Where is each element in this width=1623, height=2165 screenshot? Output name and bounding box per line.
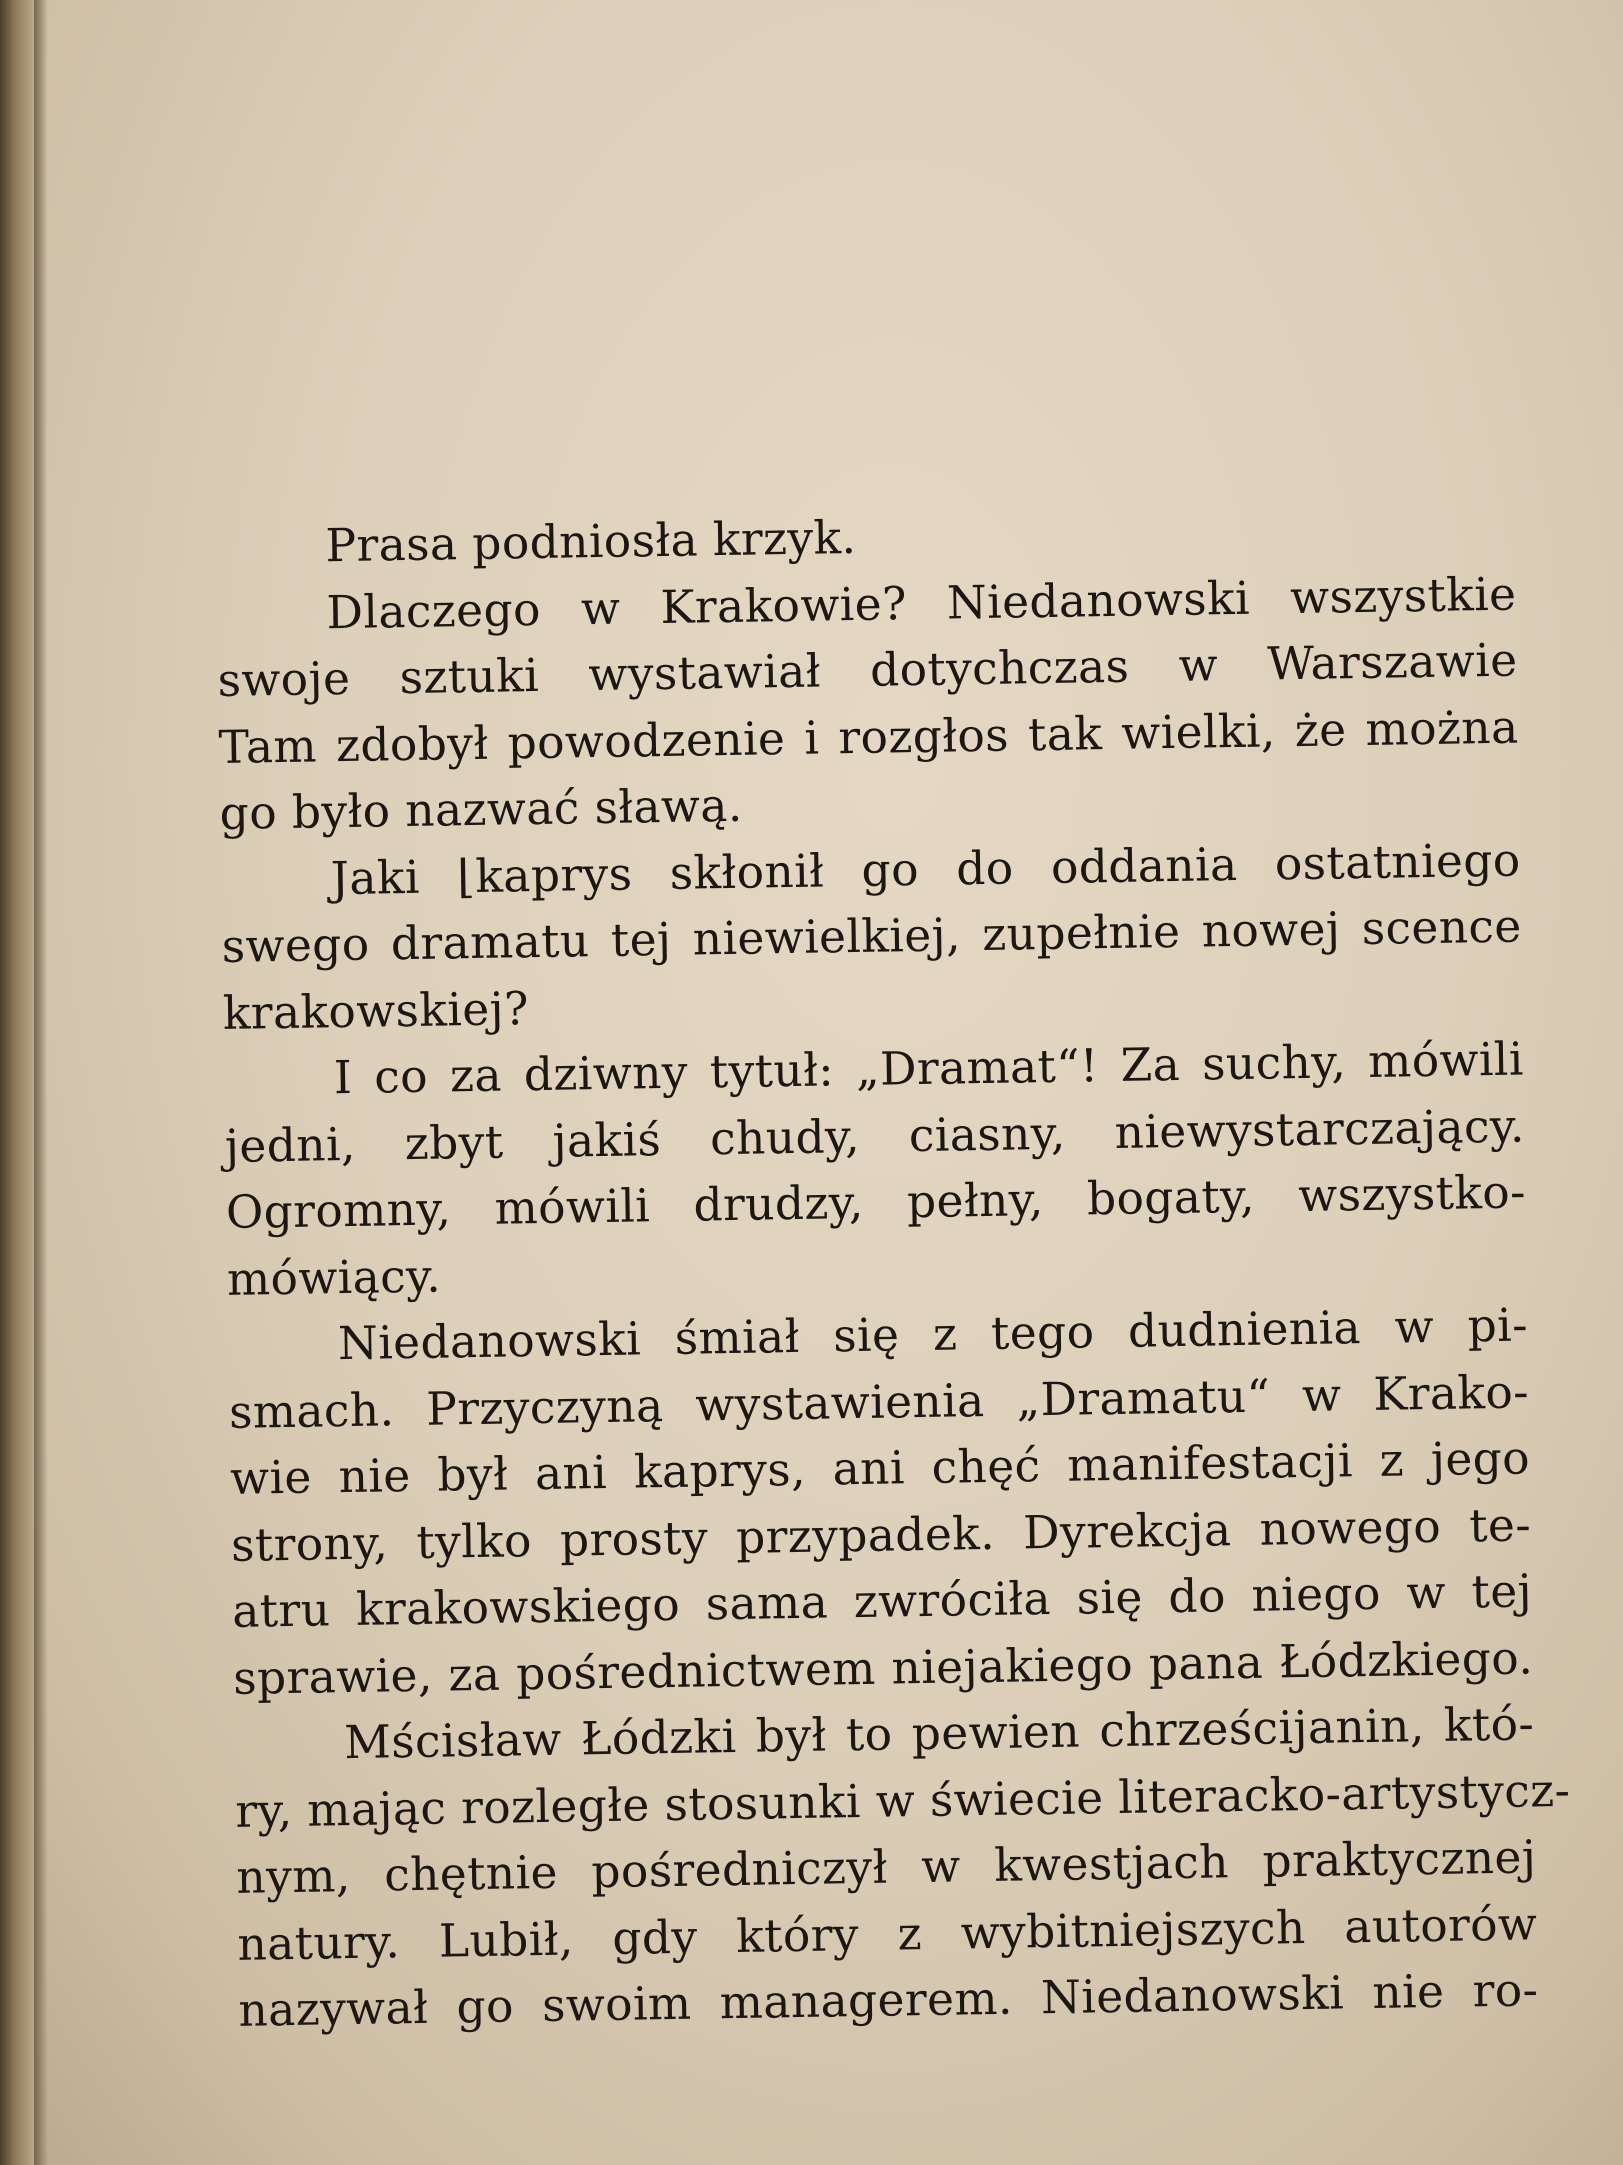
- text-line: swego dramatu tej niewielkiej, zupełnie nowej scence: [221, 899, 1523, 973]
- text-line: smach. Przyczyną wystawienia „Dramatu“ w Krako-: [228, 1364, 1530, 1439]
- text-line: nym, chętnie pośredniczył w kwestjach praktycznej: [235, 1830, 1537, 1904]
- text-line: atru krakowskiego sama zwróciła się do niego w tej: [231, 1564, 1533, 1638]
- text-line: sprawie, za pośrednictwem niejakiego pana Łódzkiego.: [232, 1630, 1534, 1705]
- text-line: Prasa podniosła krzyk.: [325, 510, 857, 573]
- text-line: I co za dziwny tytuł: „Dramat“! Za suchy, mówili: [333, 1032, 1525, 1105]
- page-text: [215, 495, 1571, 2045]
- text-line: Ogromny, mówili drudzy, pełny, bogaty, wszystko-: [225, 1165, 1527, 1239]
- text-line: krakowskiej?: [222, 981, 530, 1040]
- text-line: Niedanowski śmiał się z tego dudnienia w pi-: [337, 1298, 1529, 1371]
- text-line: natury. Lubił, gdy który z wybitniejszych autorów: [237, 1896, 1538, 1971]
- text-line: jedni, zbyt jakiś chudy, ciasny, niewystarczający.: [224, 1099, 1526, 1173]
- text-line: Jaki ⌊kaprys skłonił go do oddania ostatniego: [330, 833, 1521, 905]
- text-line: wie nie był ani kaprys, ani chęć manifestacji z jego: [229, 1431, 1531, 1505]
- text-line: Dlaczego w Krakowie? Niedanowski wszystkie: [326, 567, 1517, 639]
- page-gutter-shadow: [34, 0, 48, 2165]
- text-line: go było nazwać sławą.: [219, 778, 744, 840]
- text-line: mówiący.: [226, 1249, 442, 1306]
- text-line: Tam zdobył powodzenie i rozgłos tak wielki, że można: [218, 700, 1519, 774]
- text-line: swoje sztuki wystawiał dotychczas w Warszawie: [217, 633, 1518, 707]
- text-line: Mścisław Łódzki był to pewien chrześcijanin, któ-: [343, 1697, 1535, 1770]
- text-line: strony, tylko prosty przypadek. Dyrekcja nowego te-: [230, 1497, 1532, 1572]
- text-line: nazywał go swoim managerem. Niedanowski nie ro-: [238, 1963, 1539, 2037]
- text-line: ry, mając rozległe stosunki w świecie literacko-artystycz-: [234, 1763, 1571, 1838]
